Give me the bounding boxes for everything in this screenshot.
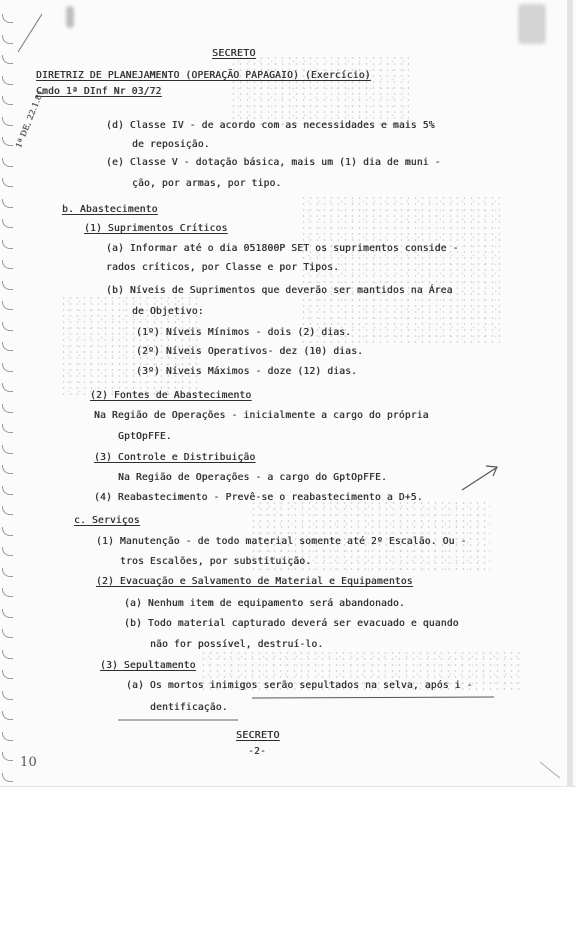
document-title: DIRETRIZ DE PLANEJAMENTO (OPERAÇÃO PAPAGAIO) (Exercício) bbox=[36, 70, 371, 81]
line-material-capturado: (b) Todo material capturado deverá ser evacuado e quando bbox=[124, 618, 459, 629]
line-reposicao: de reposição. bbox=[132, 139, 210, 150]
heading-evacuacao: (2) Evacuação e Salvamento de Material e Equipamentos bbox=[96, 576, 413, 587]
line-area-objetivo: de Objetivo: bbox=[132, 306, 204, 317]
line-gptopffe: GptOpFFE. bbox=[118, 431, 172, 442]
line-escaloes: tros Escalões, por substituição. bbox=[120, 556, 312, 567]
heading-sepultamento: (3) Sepultamento bbox=[100, 660, 196, 671]
line-reabastecimento: (4) Reabastecimento - Prevê-se o reabastecimento a D+5. bbox=[94, 492, 423, 503]
line-niveis-operativos: (2º) Níveis Operativos- dez (10) dias. bbox=[136, 346, 364, 357]
heading-controle-distribuicao: (3) Controle e Distribuição bbox=[94, 452, 256, 463]
line-mortos-inimigos: (a) Os mortos inimigos serão sepultados na selva, após i - bbox=[126, 680, 473, 691]
line-municao: ção, por armas, por tipo. bbox=[132, 178, 282, 189]
document-annex: Cmdo 1ª DInf Nr 03/72 bbox=[36, 86, 162, 97]
line-niveis-maximos: (3º) Níveis Máximos - doze (12) dias. bbox=[136, 366, 358, 377]
line-criticos: rados críticos, por Classe e por Tipos. bbox=[106, 262, 340, 273]
classification-bottom: SECRETO bbox=[236, 730, 280, 741]
line-informar: (a) Informar até o dia 051800P SET os suprimentos conside - bbox=[106, 243, 459, 254]
line-regiao-operacoes-fontes: Na Região de Operações - inicialmente a cargo do própria bbox=[94, 410, 429, 421]
line-manutencao: (1) Manutenção - de todo material somente até 2º Escalão. Ou - bbox=[96, 536, 467, 547]
classification-top: SECRETO bbox=[212, 48, 256, 59]
page-number: -2- bbox=[248, 746, 266, 757]
heading-abastecimento: b. Abastecimento bbox=[62, 204, 158, 215]
line-destrui-lo: não for possível, destruí-lo. bbox=[150, 639, 324, 650]
heading-fontes-abastecimento: (2) Fontes de Abastecimento bbox=[90, 390, 252, 401]
heading-suprimentos-criticos: (1) Suprimentos Críticos bbox=[84, 223, 228, 234]
heading-servicos: c. Serviços bbox=[74, 515, 140, 526]
line-niveis-suprimentos: (b) Níveis de Suprimentos que deverão ser mantidos na Área bbox=[106, 285, 453, 296]
line-regiao-operacoes-controle: Na Região de Operações - a cargo do GptOpFFE. bbox=[118, 472, 387, 483]
line-classe-v: (e) Classe V - dotação básica, mais um (1) dia de muni - bbox=[106, 157, 441, 168]
line-nenhum-item: (a) Nenhum item de equipamento será abandonado. bbox=[124, 598, 405, 609]
line-classe-iv: (d) Classe IV - de acordo com as necessidades e mais 5% bbox=[106, 120, 435, 131]
margin-number: 10 bbox=[20, 755, 37, 770]
line-niveis-minimos: (1º) Níveis Mínimos - dois (2) dias. bbox=[136, 327, 352, 338]
line-identificacao: dentificação. bbox=[150, 702, 228, 713]
handwritten-margin-note: 1ª DE, 22.1.81 bbox=[14, 88, 46, 150]
